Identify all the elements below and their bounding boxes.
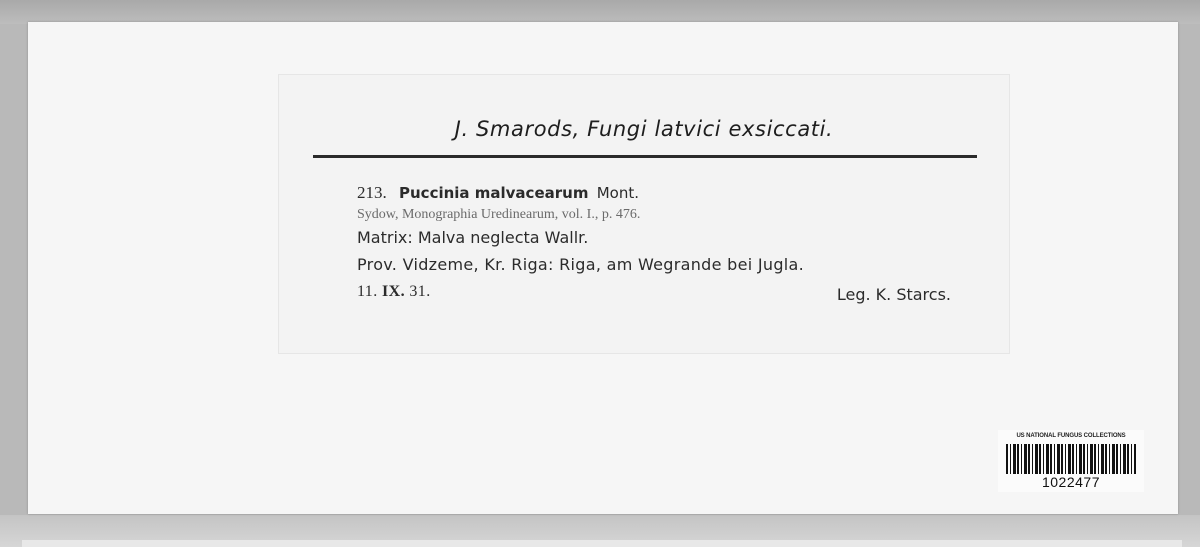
scan-background-top	[0, 0, 1200, 24]
collector-name: Leg. K. Starcs.	[836, 285, 951, 304]
host-matrix: Matrix: Malva neglecta Wallr.	[357, 228, 589, 247]
collection-locality: Prov. Vidzeme, Kr. Riga: Riga, am Wegrande bei Jugla.	[357, 255, 805, 274]
literature-reference: Sydow, Monographia Uredinearum, vol. I., p. 476.	[357, 207, 641, 222]
species-name: Puccinia malvacearum	[399, 184, 589, 202]
species-author: Mont.	[596, 184, 639, 202]
scan-edge-strip	[22, 540, 1182, 547]
barcode-number: 1022477	[1041, 474, 1100, 490]
barcode-icon	[1006, 444, 1136, 474]
herbarium-sheet	[28, 22, 1178, 514]
date-year: 31.	[409, 283, 431, 300]
specimen-label	[278, 74, 1010, 354]
collection-date	[357, 283, 431, 301]
header-rule	[313, 155, 977, 158]
date-day: 11.	[357, 283, 378, 300]
exsiccata-number: 213.	[357, 183, 387, 202]
label-header: J. Smarods, Fungi latvici exsiccati.	[454, 117, 834, 141]
barcode-organization: US NATIONAL FUNGUS COLLECTIONS	[1016, 433, 1126, 439]
barcode-label	[998, 430, 1144, 492]
species-line	[357, 183, 639, 203]
date-month: IX.	[382, 283, 405, 300]
